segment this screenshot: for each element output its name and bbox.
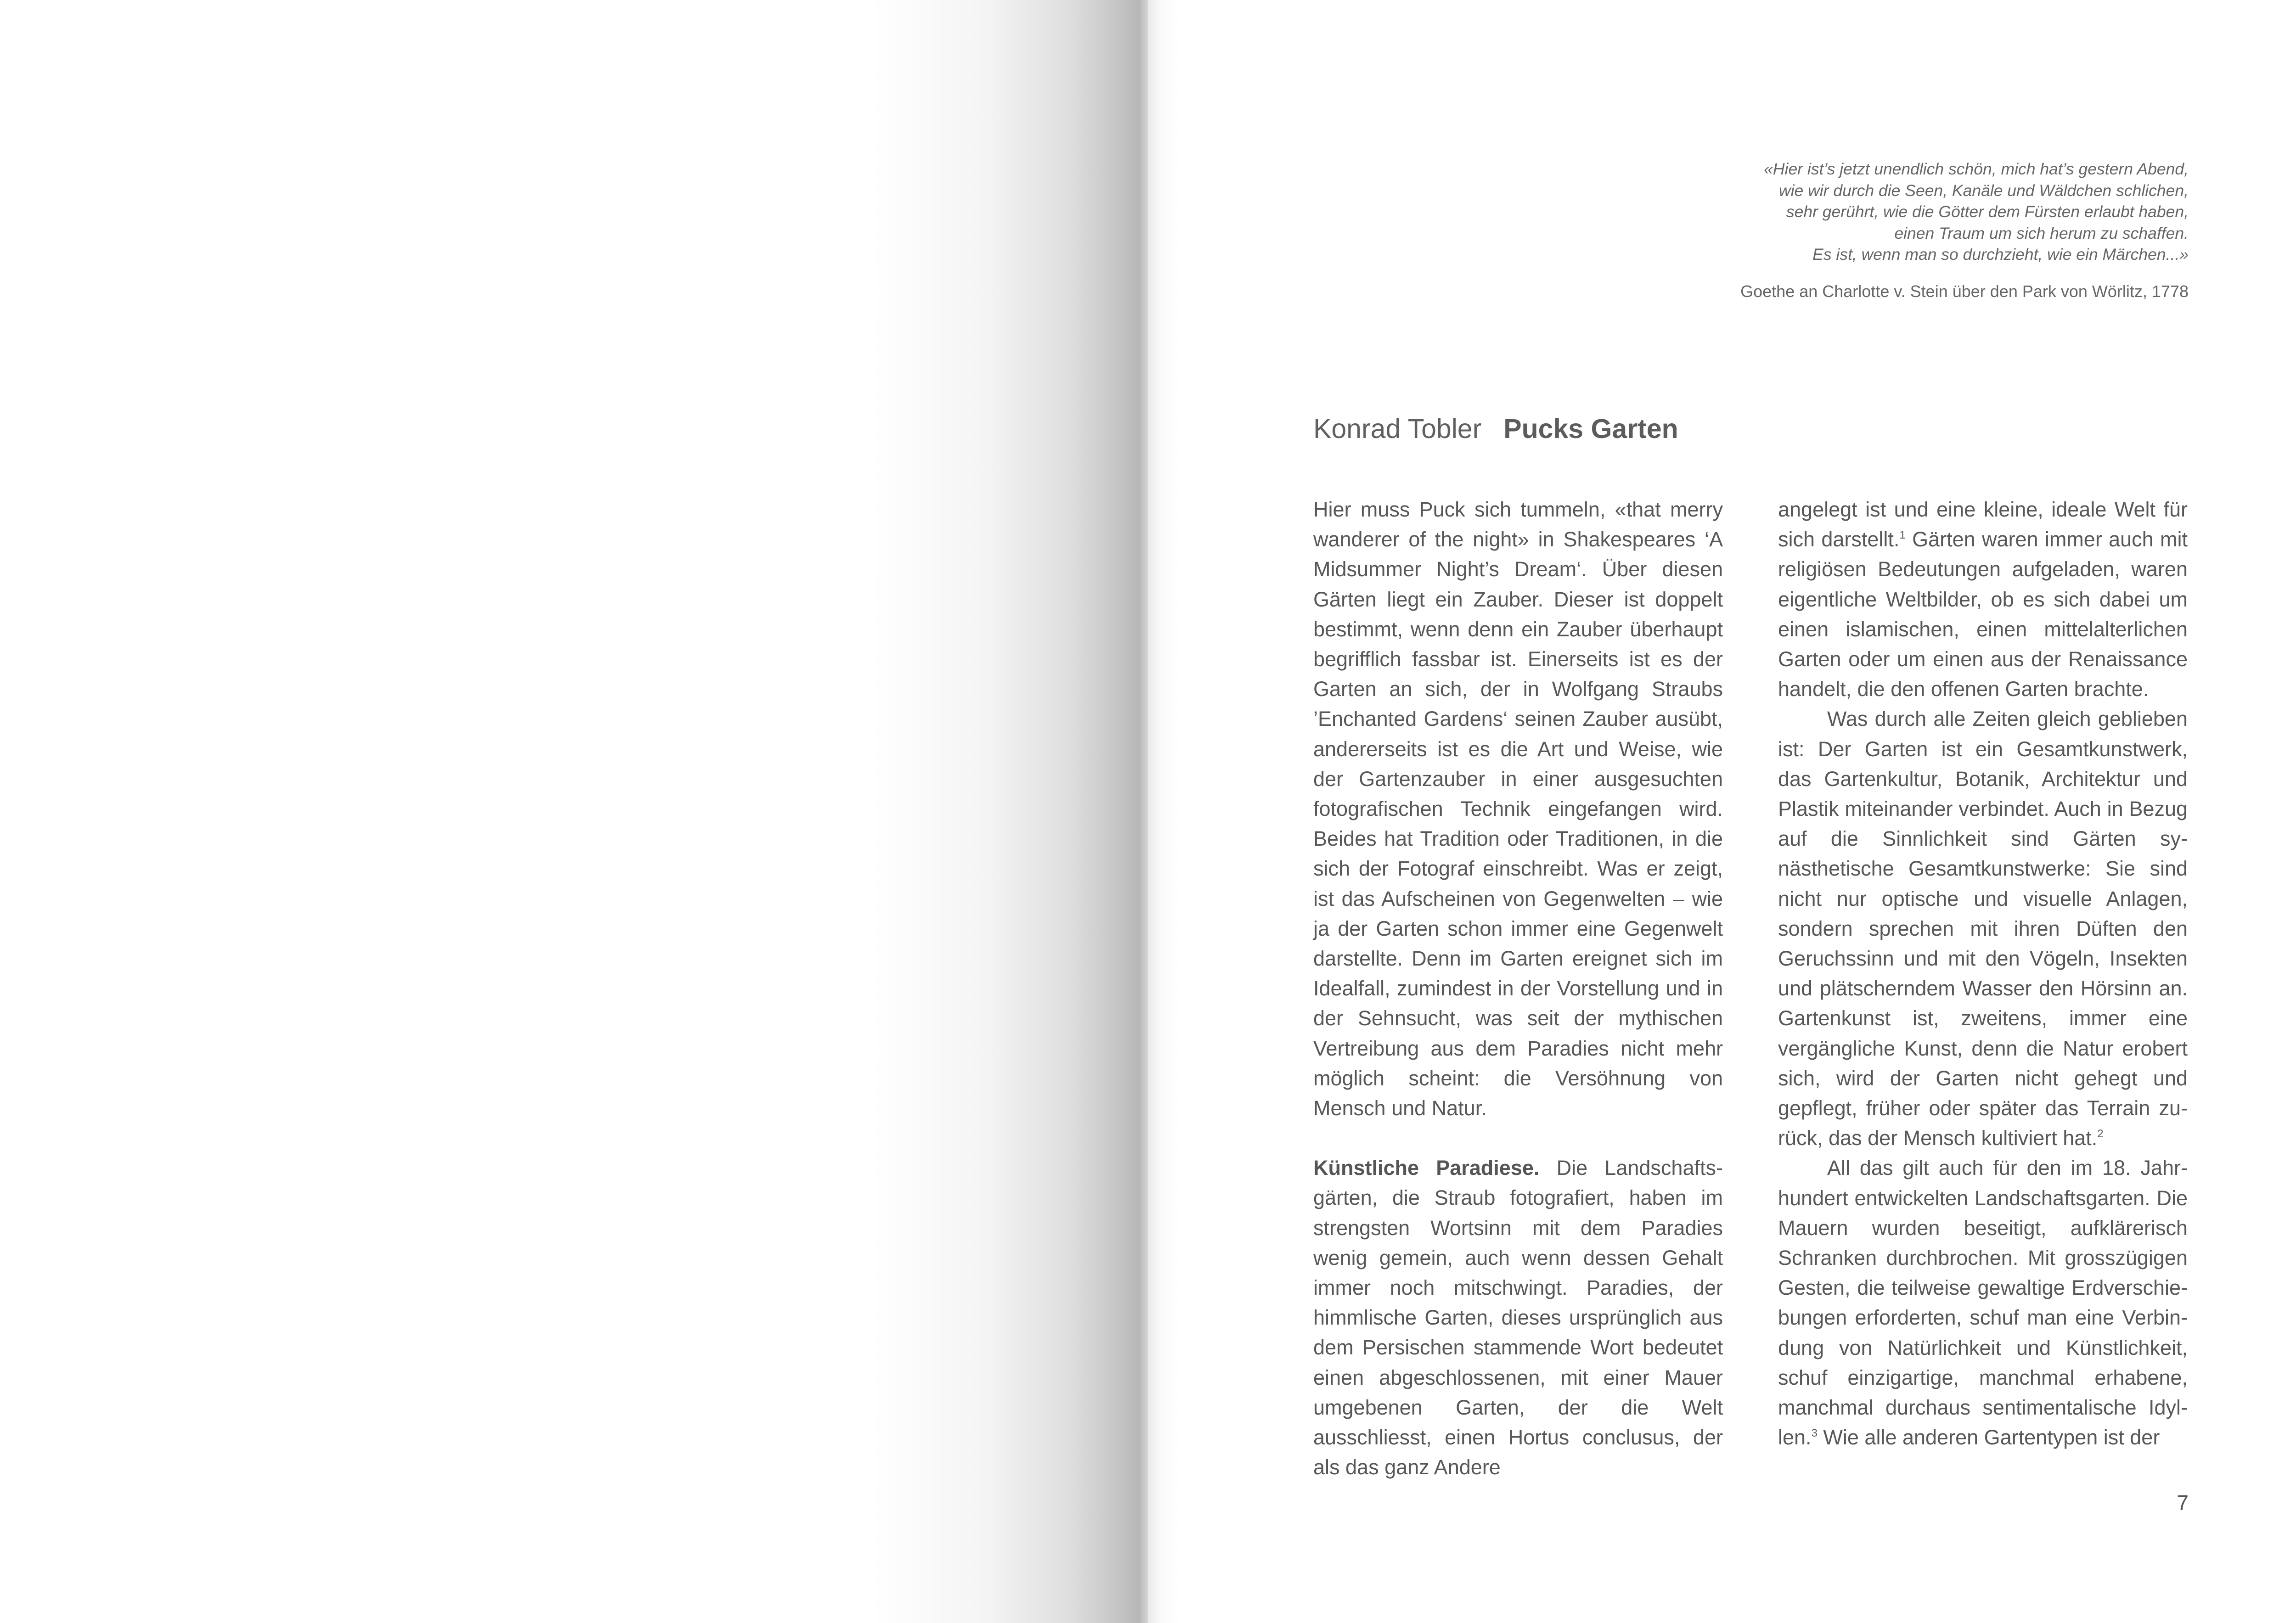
- body-paragraph: Hier muss Puck sich tummeln, «that merry wanderer of the night» in Shakespeares ‘A Midsummer Night’s Dream‘. Über diesen Gärten liegt ein Zauber. Dieser ist doppelt bestimmt, wenn denn ein Zauber überhaupt begrifflich fassbar ist. Einerseits ist es der Garten an sich, der in Wolfgang Straubs ’Enchanted Gardens‘ seinen Zauber ausübt, andererseits ist es die Art und Weise, wie der Gartenzauber in einer ausgesuchten fotografischen Technik eingefangen wird. Beides hat Tradition oder Traditionen, in die sich der Fotograf einschreibt. Was er zeigt, ist das Aufscheinen von Gegenwelten – wie ja der Garten schon immer eine Gegenwelt darstellte. Denn im Garten ereignet sich im Idealfall, zumindest in der Vorstellung und in der Sehnsucht, was seit der mythischen Vertreibung aus dem Paradies nicht mehr möglich scheint: die Versöhnung von Mensch und Natur.: [1313, 498, 1723, 1120]
- body-paragraph: [1313, 1153, 1723, 1482]
- text-column-right: [1778, 494, 2188, 1453]
- paragraph-text: Gärten waren immer auch mit religiösen Bedeutungen aufgeladen, waren eigentliche Weltbilder, ob es sich dabei um einen islamischen, einen mittelalterlichen Garten oder um einen aus der Renaissance handelt, die den offenen Garten brachte.: [1778, 528, 2188, 701]
- article-title: Pucks Garten: [1503, 414, 1678, 444]
- page-number: 7: [2177, 1491, 2189, 1515]
- paragraph-text: Die Landschaftsgärten, die Straub fotografiert, haben im strengsten Wortsinn mit dem Paradies wenig gemein, auch wenn dessen Gehalt immer noch mitschwingt. Paradies, der himmlische Garten, dieses ursprünglich aus dem Persischen stammende Wort bedeutet einen abgeschlossenen, mit einer Mauer umgebenen Garten, der die Welt ausschliesst, einen Hortus conclusus, der als das ganz Andere: [1313, 1156, 1723, 1479]
- text-column-left: [1313, 494, 1723, 1483]
- paragraph-text: All das gilt auch für den im 18. Jahrhundert entwickelten Landschaftsgarten. Die Mauern wurden beseitigt, aufklärerisch Schranken durchbrochen. Mit grosszügigen Gesten, die teilweise gewaltige Erdverschiebungen erforderten, schuf man eine Verbindung von Natürlichkeit und Künstlichkeit, schuf einzigartige, manchmal erhabene, manchmal durchaus sentimentalische Idyllen.: [1778, 1156, 2188, 1449]
- paragraph-text: Wie alle anderen Gartentypen ist der: [1817, 1426, 2160, 1449]
- epigraph-line: Es ist, wenn man so durchzieht, wie ein Märchen...»: [1812, 245, 2189, 264]
- epigraph-line: einen Traum um sich herum zu schaffen.: [1894, 224, 2189, 242]
- paragraph-text: Was durch alle Zeiten gleich geblieben ist: Der Garten ist ein Gesamtkunstwerk, das Gartenkultur, Botanik, Architektur und Plastik miteinander verbindet. Auch in Bezug auf die Sinnlichkeit sind Gärten synästhetische Gesamtkunstwerke: Sie sind nicht nur optische und visuelle Anlagen, sondern sprechen mit ihren Düften den Geruchssinn und mit den Vögeln, Insekten und plätscherndem Wasser den Hörsinn an. Gartenkunst ist, zweitens, immer eine vergängliche Kunst, denn die Natur erobert sich, wird der Garten nicht gehegt und gepflegt, früher oder später das Terrain zurück, das der Mensch kultiviert hat.: [1778, 707, 2188, 1150]
- author-name: Konrad Tobler: [1313, 414, 1482, 444]
- footnote-ref: 1: [1899, 529, 1906, 542]
- epigraph-attribution: Goethe an Charlotte v. Stein über den Park von Wörlitz, 1778: [1740, 282, 2189, 301]
- epigraph-quote: [1500, 158, 2189, 265]
- body-paragraph: [1778, 1153, 2188, 1452]
- article-title-line: [1313, 412, 1678, 445]
- section-heading: Künstliche Paradiese.: [1313, 1156, 1540, 1180]
- body-paragraph: [1778, 494, 2188, 704]
- footnote-ref: 3: [1811, 1427, 1818, 1440]
- epigraph-line: sehr gerührt, wie die Götter dem Fürsten erlaubt haben,: [1786, 202, 2189, 221]
- footnote-ref: 2: [2097, 1128, 2104, 1140]
- body-paragraph: [1778, 704, 2188, 1153]
- epigraph-line: «Hier ist’s jetzt unendlich schön, mich hat’s gestern Abend,: [1764, 160, 2189, 178]
- epigraph-line: wie wir durch die Seen, Kanäle und Wäldchen schlichen,: [1779, 181, 2189, 200]
- paragraph-text: angelegt ist und eine kleine, ideale Welt für sich darstellt.: [1778, 498, 2188, 551]
